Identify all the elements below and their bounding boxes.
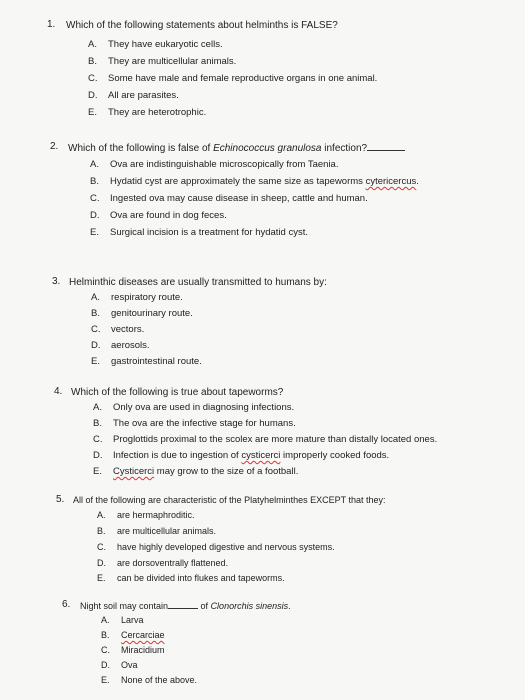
option-text: Some have male and female reproductive organs in one animal. bbox=[108, 73, 378, 84]
misspelled-word: Cysticerci bbox=[113, 466, 155, 477]
question-number: 1. bbox=[47, 19, 56, 30]
option-text-tail: improperly cooked foods. bbox=[280, 450, 390, 461]
option bbox=[90, 159, 338, 171]
option bbox=[88, 56, 236, 68]
option-letter: E. bbox=[91, 356, 100, 367]
misspelled-word: cytericercus bbox=[365, 176, 417, 187]
stem-text: Which of the following is false of bbox=[68, 143, 214, 154]
option bbox=[91, 340, 150, 352]
option-text: Ova bbox=[121, 660, 138, 670]
question-stem: Helminthic diseases are usually transmitted to humans by: bbox=[69, 277, 327, 288]
option-text: can be divided into flukes and tapeworms. bbox=[117, 573, 285, 583]
option bbox=[93, 466, 298, 478]
option bbox=[101, 614, 144, 626]
option bbox=[93, 450, 389, 462]
option-letter: C. bbox=[97, 542, 106, 552]
option-letter: C. bbox=[91, 324, 101, 335]
option-letter: E. bbox=[93, 466, 102, 477]
option-letter: D. bbox=[93, 450, 103, 461]
option-letter: D. bbox=[90, 210, 100, 221]
option bbox=[88, 73, 377, 85]
option bbox=[91, 356, 202, 368]
option bbox=[97, 541, 335, 553]
question-stem: All of the following are characteristic of the Platyhelminthes EXCEPT that they: bbox=[73, 495, 386, 505]
option-text: They have eukaryotic cells. bbox=[108, 39, 223, 50]
option-text: Ova are indistinguishable microscopically from Taenia. bbox=[110, 159, 339, 170]
option-letter: B. bbox=[93, 418, 102, 429]
option-letter: A. bbox=[93, 402, 102, 413]
option-text: They are heterotrophic. bbox=[108, 107, 207, 118]
option-letter: A. bbox=[88, 39, 97, 50]
stem-text: Night soil may contain bbox=[80, 601, 169, 611]
option bbox=[91, 308, 193, 320]
option-letter: D. bbox=[88, 90, 98, 101]
question-stem: Which of the following is true about tapeworms? bbox=[71, 387, 284, 398]
question-stem: Which of the following statements about helminths is FALSE? bbox=[66, 20, 338, 31]
option bbox=[90, 210, 227, 222]
answer-blank[interactable] bbox=[367, 141, 405, 151]
option-letter: B. bbox=[90, 176, 99, 187]
option-letter: B. bbox=[88, 56, 97, 67]
option bbox=[88, 39, 223, 51]
option-text: are multicellular animals. bbox=[117, 526, 217, 536]
option bbox=[93, 418, 296, 430]
option bbox=[91, 292, 183, 304]
option bbox=[97, 572, 285, 584]
option-letter: D. bbox=[101, 660, 110, 670]
option-text: Miracidium bbox=[121, 645, 165, 655]
question-number: 5. bbox=[56, 494, 65, 505]
option-letter: C. bbox=[90, 193, 100, 204]
option bbox=[88, 107, 206, 119]
option-letter: A. bbox=[97, 510, 106, 520]
option bbox=[90, 227, 308, 239]
option bbox=[97, 557, 228, 569]
stem-text: . bbox=[288, 601, 291, 611]
question-number: 2. bbox=[50, 141, 59, 152]
option bbox=[90, 176, 419, 188]
option-letter: D. bbox=[97, 558, 106, 568]
option-letter: E. bbox=[101, 675, 110, 685]
option-text: Hydatid cyst are approximately the same size as tapeworms bbox=[110, 176, 366, 187]
option-letter: E. bbox=[88, 107, 97, 118]
option bbox=[101, 659, 138, 671]
option bbox=[97, 525, 216, 537]
stem-italic: Echinococcus granulosa bbox=[213, 143, 322, 154]
option-letter: A. bbox=[91, 292, 100, 303]
stem-text: of bbox=[198, 601, 211, 611]
option-text: Only ova are used in diagnosing infections. bbox=[113, 402, 295, 413]
question-number: 3. bbox=[52, 276, 61, 287]
option-letter: B. bbox=[97, 526, 106, 536]
answer-blank[interactable] bbox=[168, 599, 198, 609]
option-letter: E. bbox=[97, 573, 106, 583]
option-letter: A. bbox=[101, 615, 110, 625]
option-text: vectors. bbox=[111, 324, 145, 335]
question-stem bbox=[68, 141, 405, 155]
question-number: 6. bbox=[62, 599, 71, 610]
option-text: are dorsoventrally flattened. bbox=[117, 558, 229, 568]
option-letter: E. bbox=[90, 227, 99, 238]
question-stem bbox=[80, 599, 291, 613]
option-letter: C. bbox=[93, 434, 103, 445]
option bbox=[93, 434, 437, 446]
stem-italic: Clonorchis sinensis bbox=[210, 601, 289, 611]
option bbox=[90, 193, 368, 205]
option-text: None of the above. bbox=[121, 675, 198, 685]
option-text: genitourinary route. bbox=[111, 308, 193, 319]
option-text: respiratory route. bbox=[111, 292, 183, 303]
option-text: may grow to the size of a football. bbox=[154, 466, 299, 477]
option-text: The ova are the infective stage for humans. bbox=[113, 418, 296, 429]
option-text: They are multicellular animals. bbox=[108, 56, 237, 67]
option-letter: B. bbox=[101, 630, 110, 640]
option-letter: C. bbox=[88, 73, 98, 84]
option bbox=[88, 90, 179, 102]
option-text: Ova are found in dog feces. bbox=[110, 210, 227, 221]
misspelled-word: Cercarciae bbox=[121, 630, 165, 640]
option bbox=[101, 644, 165, 656]
option bbox=[93, 402, 294, 414]
option-letter: C. bbox=[101, 645, 110, 655]
option-text: All are parasites. bbox=[108, 90, 179, 101]
option-text: Larva bbox=[121, 615, 144, 625]
option bbox=[101, 674, 197, 686]
option-text: aerosols. bbox=[111, 340, 150, 351]
option-text: Surgical incision is a treatment for hydatid cyst. bbox=[110, 227, 309, 238]
option-letter: B. bbox=[91, 308, 100, 319]
option-text: Infection is due to ingestion of bbox=[113, 450, 242, 461]
option-text: have highly developed digestive and nervous systems. bbox=[117, 542, 335, 552]
option-letter: A. bbox=[90, 159, 99, 170]
misspelled-word: cysticerci bbox=[241, 450, 281, 461]
question-number: 4. bbox=[54, 386, 63, 397]
option-text: Ingested ova may cause disease in sheep, cattle and human. bbox=[110, 193, 368, 204]
option bbox=[91, 324, 144, 336]
option bbox=[101, 629, 165, 641]
option-letter: D. bbox=[91, 340, 101, 351]
option-text-tail: . bbox=[416, 176, 419, 187]
option-text: Proglottids proximal to the scolex are more mature than distally located ones. bbox=[113, 434, 438, 445]
option bbox=[97, 509, 195, 521]
stem-text: infection? bbox=[321, 143, 368, 154]
option-text: are hermaphroditic. bbox=[117, 510, 195, 520]
option-text: gastrointestinal route. bbox=[111, 356, 202, 367]
